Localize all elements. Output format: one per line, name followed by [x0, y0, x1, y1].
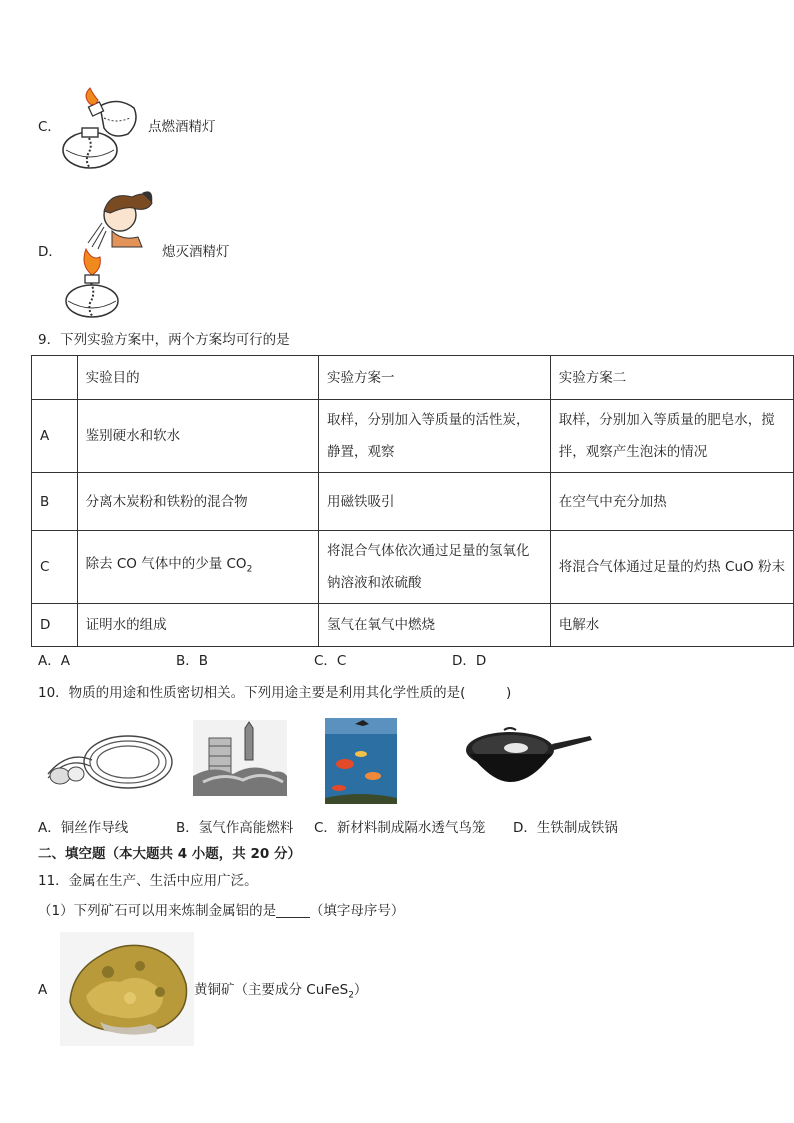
row-plan2: 将混合气体通过足量的灼热 CuO 粉末	[550, 531, 793, 604]
table-row	[32, 531, 794, 604]
q10-option-c: C．新材料制成隔水透气鸟笼	[314, 820, 486, 836]
q10-option-b: B．氢气作高能燃料	[176, 820, 294, 836]
row-plan1: 氢气在氧气中燃烧	[319, 604, 551, 647]
iron-wok-illustration	[462, 726, 594, 786]
q9-stem: 9．下列实验方案中，两个方案均可行的是	[38, 332, 290, 348]
table-header-cell: 实验方案二	[550, 356, 793, 400]
q10-option-d: D．生铁制成铁锅	[513, 820, 618, 836]
row-plan2: 在空气中充分加热	[550, 473, 793, 531]
aquarium-bird-cage-illustration	[325, 718, 397, 804]
table-row	[32, 400, 794, 473]
ore-a-letter: A	[38, 982, 48, 998]
option-d-letter: D．	[38, 244, 62, 260]
q10-stem: 10．物质的用途和性质密切相关。下列用途主要是利用其化学性质的是( )	[38, 685, 512, 701]
row-purpose: 除去 CO 气体中的少量 $CO_2$	[77, 531, 318, 604]
section-title: 二、填空题（本大题共 4 小题，共 20 分）	[38, 846, 301, 862]
alcohol-lamp-lighting-illustration	[60, 88, 142, 176]
rocket-launch-illustration	[193, 720, 287, 796]
row-key: B	[32, 473, 78, 531]
option-c-label: 点燃酒精灯	[148, 119, 216, 135]
table-header-row	[32, 356, 794, 400]
q9-option-c: C．C	[314, 653, 347, 669]
q11-stem: 11．金属在生产、生活中应用广泛。	[38, 873, 258, 889]
blowing-out-lamp-illustration	[62, 183, 158, 323]
row-plan1: 将混合气体依次通过足量的氢氧化钠溶液和浓硫酸	[319, 531, 551, 604]
experiment-plan-table	[31, 355, 794, 647]
q11-sub1: （1）下列矿石可以用来炼制金属铝的是_____（填字母序号）	[38, 903, 405, 919]
row-plan2: 电解水	[550, 604, 793, 647]
q10-option-a: A．铜丝作导线	[38, 820, 129, 836]
row-purpose: 鉴别硬水和软水	[77, 400, 318, 473]
table-header-cell: 实验目的	[77, 356, 318, 400]
table-row	[32, 604, 794, 647]
option-c-letter: C．	[38, 119, 61, 135]
row-purpose: 证明水的组成	[77, 604, 318, 647]
row-key: C	[32, 531, 78, 604]
option-d-label: 熄灭酒精灯	[162, 244, 230, 260]
copper-wire-illustration	[44, 720, 178, 800]
q9-option-d: D．D	[452, 653, 487, 669]
row-plan1: 用磁铁吸引	[319, 473, 551, 531]
q9-option-b: B．B	[176, 653, 209, 669]
row-plan1: 取样，分别加入等质量的活性炭，静置，观察	[319, 400, 551, 473]
table-header-cell: 实验方案一	[319, 356, 551, 400]
ore-a-label: 黄铜矿（主要成分 CuFeS$_2$）	[194, 982, 368, 1001]
q9-option-a: A．A	[38, 653, 70, 669]
chalcopyrite-ore-photo	[60, 932, 194, 1046]
table-header-cell	[32, 356, 78, 400]
row-plan2: 取样，分别加入等质量的肥皂水，搅拌，观察产生泡沫的情况	[550, 400, 793, 473]
table-row	[32, 473, 794, 531]
row-purpose: 分离木炭粉和铁粉的混合物	[77, 473, 318, 531]
row-key: D	[32, 604, 78, 647]
row-key: A	[32, 400, 78, 473]
